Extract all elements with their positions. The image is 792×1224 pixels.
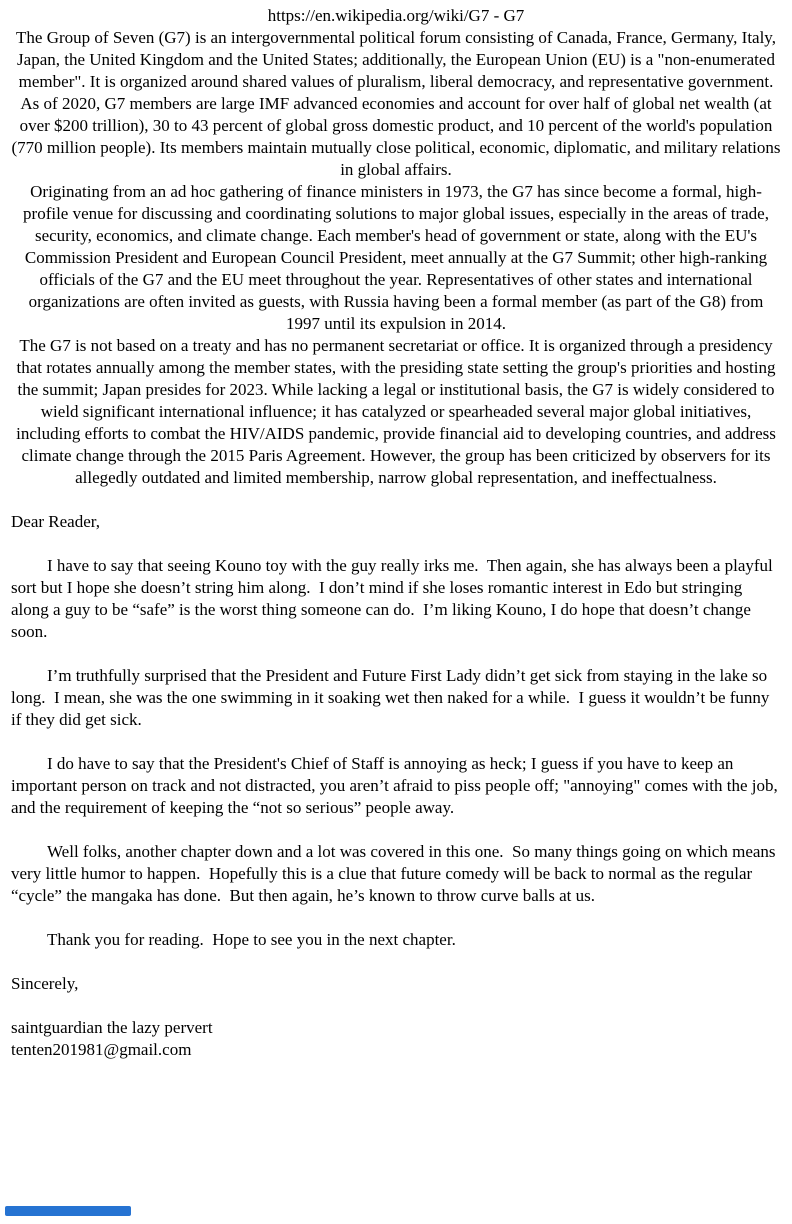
- letter-paragraph-1: I have to say that seeing Kouno toy with the guy really irks me. Then again, she has always been a playful sort but I hope she doesn’t string him along. I don’t mind if she loses romantic interest in Edo but stringing along a guy to be “safe” is the worst thing someone can do. I’m liking Kouno, I do hope that doesn’t change soon.: [11, 556, 778, 641]
- bottom-accent-bar: [5, 1206, 131, 1216]
- letter-paragraph-4: Well folks, another chapter down and a lot was covered in this one. So many things going on which means very little humor to happen. Hopefully this is a clue that future comedy will be back to normal as the regular “cycle” the mangaka has done. But then again, he’s known to throw curve balls at us.: [11, 842, 780, 905]
- wiki-excerpt: [11, 27, 781, 489]
- wiki-paragraph-3: The G7 is not based on a treaty and has no permanent secretariat or office. It is organized through a presidency that rotates annually among the member states, with the presiding state setting the group's priorities and hosting the summit; Japan presides for 2023. While lacking a legal or institutional basis, the G7 is widely considered to wield significant international influence; it has catalyzed or spearheaded several major global initiatives, including efforts to combat the HIV/AIDS pandemic, provide financial aid to developing countries, and address climate change through the 2015 Paris Agreement. However, the group has been criticized by observers for its allegedly outdated and limited membership, narrow global representation, and ineffectualness.: [16, 336, 776, 487]
- signature-email: tenten201981@gmail.com: [11, 1040, 192, 1059]
- letter-thanks-line: Thank you for reading. Hope to see you in the next chapter.: [47, 930, 456, 949]
- wiki-paragraph-2: Originating from an ad hoc gathering of finance ministers in 1973, the G7 has since become a formal, high-profile venue for discussing and coordinating solutions to major global issues, especially in the areas of trade, security, economics, and climate change. Each member's head of government or state, along with the EU's Commission President and European Council President, meet annually at the G7 Summit; other high-ranking officials of the G7 and the EU meet throughout the year. Representatives of other states and international organizations are often invited as guests, with Russia having been a formal member (as part of the G8) from 1997 until its expulsion in 2014.: [23, 182, 769, 333]
- letter-closing: Sincerely,: [11, 974, 79, 993]
- reader-letter: [11, 511, 781, 1061]
- wiki-paragraph-1: The Group of Seven (G7) is an intergovernmental political forum consisting of Canada, France, Germany, Italy, Japan, the United Kingdom and the United States; additionally, the European Union (EU) is a "non-enumerated member". It is organized around shared values of pluralism, liberal democracy, and representative government. As of 2020, G7 members are large IMF advanced economies and account for over half of global net wealth (at over $200 trillion), 30 to 43 percent of global gross domestic product, and 10 percent of the world's population (770 million people). Its members maintain mutually close political, economic, diplomatic, and military relations in global affairs.: [11, 28, 781, 179]
- signature-name: saintguardian the lazy pervert: [11, 1018, 213, 1037]
- letter-salutation: Dear Reader,: [11, 512, 100, 531]
- letter-paragraph-2: I’m truthfully surprised that the President and Future First Lady didn’t get sick from staying in the lake so long. I mean, she was the one swimming in it soaking wet then naked for a while. I guess it wouldn’t be funny if they did get sick.: [11, 666, 774, 729]
- source-url-text: https://en.wikipedia.org/wiki/G7 - G7: [267, 6, 525, 25]
- letter-paragraph-3: I do have to say that the President's Chief of Staff is annoying as heck; I guess if you have to keep an important person on track and not distracted, you aren’t afraid to piss people off; "annoying" comes with the job, and the requirement of keeping the “not so serious” people away.: [11, 754, 782, 817]
